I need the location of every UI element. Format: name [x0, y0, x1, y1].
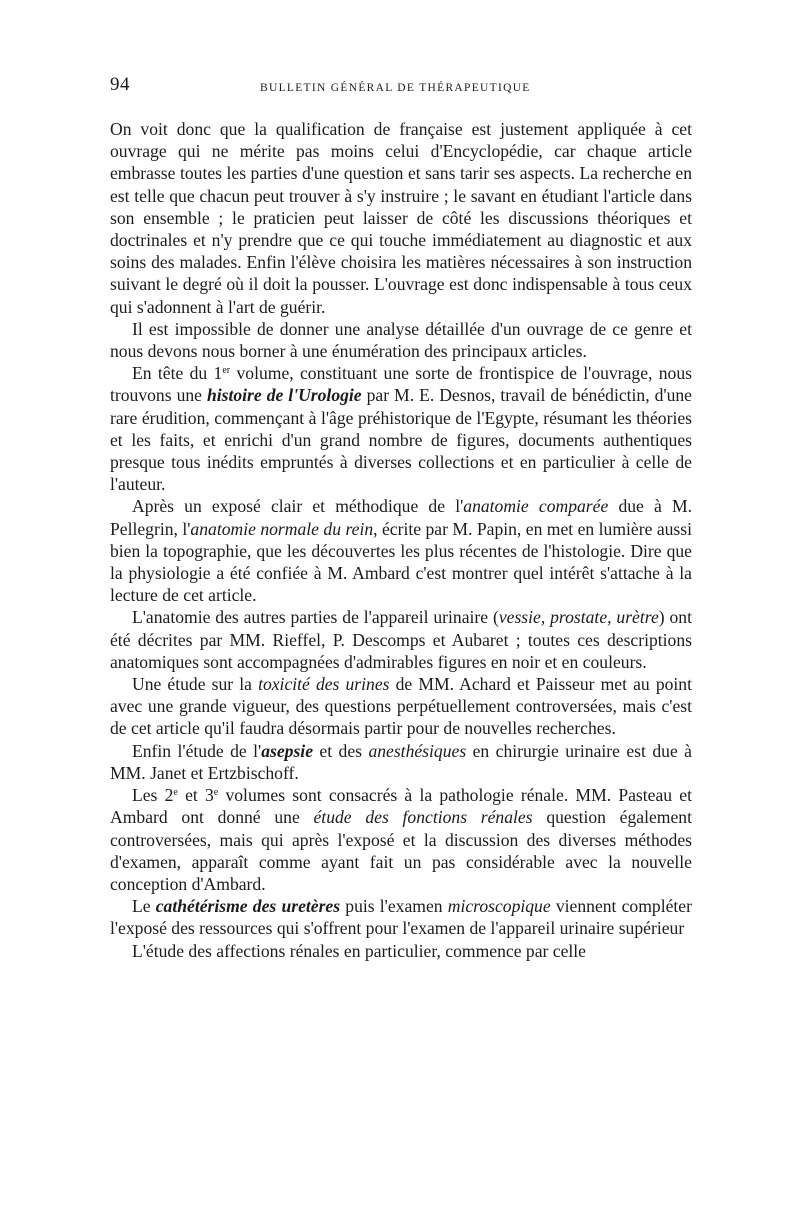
- paragraph: [110, 606, 692, 673]
- italic-term: anesthésiques: [368, 740, 467, 761]
- text-run: volumes sont consacrés à la pathologie rénale. MM. Pasteau et Ambard ont donné une: [110, 785, 692, 828]
- text-run: volume, constituant une sorte de frontispice de l'ouvrage, nous trouvons une: [110, 363, 692, 406]
- page-number: 94: [110, 74, 130, 95]
- page-header: [110, 74, 692, 100]
- text-run: Enfin l'étude de l': [132, 740, 262, 761]
- paragraph: [110, 673, 692, 740]
- text-run: en chirurgie urinaire est due à MM. Janet et Ertzbischoff.: [110, 740, 692, 783]
- superscript: e: [173, 787, 178, 799]
- running-title: BULLETIN GÉNÉRAL DE THÉRAPEUTIQUE: [260, 82, 531, 94]
- text-run: L'étude des affections rénales en particulier, commence par celle: [132, 940, 586, 961]
- paragraph: [110, 895, 692, 939]
- text-run: viennent compléter l'exposé des ressources qui s'offrent pour l'examen de l'appareil urinaire supérieur: [110, 896, 692, 939]
- italic-term: microscopique: [447, 896, 551, 917]
- text-run: et 3: [177, 785, 214, 806]
- italic-term: histoire de l'Urologie: [206, 385, 362, 406]
- text-run: Il est impossible de donner une analyse détaillée d'un ouvrage de ce genre et nous devons nous borner à une énumération des principaux articles.: [110, 318, 692, 362]
- paragraph: [110, 784, 692, 895]
- paragraph: [110, 362, 692, 495]
- italic-term: anatomie normale du rein: [190, 518, 374, 539]
- italic-term: vessie, prostate, urètre: [498, 607, 659, 628]
- italic-term: cathétérisme des uretères: [155, 896, 341, 917]
- italic-term: toxicité des urines: [258, 674, 390, 695]
- text-run: due à M. Pellegrin, l': [110, 496, 693, 539]
- paragraph: [110, 118, 692, 318]
- text-run: question également controversées, mais qui après l'exposé et la discussion des diverses méthodes d'examen, apparaît comme ayant fait un pas considérable avec la nouvelle conception d'Ambard.: [110, 807, 692, 894]
- text-run: Une étude sur la: [132, 674, 259, 695]
- superscript: e: [213, 787, 219, 799]
- text-run: Les 2: [132, 785, 174, 806]
- text-run: puis l'examen: [340, 896, 448, 917]
- paragraph: [110, 740, 692, 784]
- text-run: On voit donc que la qualification de française est justement appliquée à cet ouvrage qui ne mérite pas moins celui d'Encyclopédie, car chaque article embrasse toutes les parties d'une question et sans tarir ses aspects. La recherche en est telle que chacun peut trouver à s'y instruire ; le savant en étudiant l'article dans son ensemble ; le praticien peut laisser de côté les discussions théoriques et doctrinales et n'y prendre que ce qui touche immédiatement au diagnostic et aux soins des malades. Enfin l'élève choisira les matières nécessaires à son instruction suivant le degré où il doit la pousser. L'ouvrage est donc indispensable à tous ceux qui s'adonnent à l'art de guérir.: [110, 119, 692, 317]
- text-run: par M. E. Desnos, travail de bénédictin, d'une rare érudition, commençant à l'âge préhistorique de l'Egypte, résumant les théories et les faits, et enrichi d'un grand nombre de figures, documents authentiques presque tous inédits empruntés à diverses collections et en particulier à celle de l'auteur.: [110, 385, 692, 495]
- text-run: Le: [132, 896, 156, 917]
- italic-term: asepsie: [261, 740, 313, 761]
- paragraph: [110, 318, 692, 362]
- paragraph: [110, 495, 692, 606]
- text-run: , écrite par M. Papin, en met en lumière aussi bien la topographie, que les découvertes les plus récentes de l'histologie. Dire que la physiologie a été confiée à M. Ambard c'est montrer quel intérêt s'attache à la lecture de cet article.: [110, 518, 693, 606]
- body-text: [110, 118, 692, 962]
- text-run: de MM. Achard et Paisseur met au point avec une grande vigueur, des questions perpétuellement controversées, mais c'est de cet article qu'il faudra désormais partir pour de nouvelles recherches.: [110, 674, 692, 739]
- text-run: Après un exposé clair et méthodique de l': [132, 496, 464, 517]
- text-run: ) ont été décrites par MM. Rieffel, P. Descomps et Aubaret ; toutes ces descriptions anatomiques sont accompagnées d'admirables figures en noir et en couleurs.: [110, 607, 692, 672]
- text-run: et des: [313, 740, 369, 761]
- paragraph: [110, 940, 692, 962]
- text-run: En tête du 1: [132, 363, 223, 384]
- superscript: er: [222, 365, 231, 377]
- italic-term: anatomie comparée: [463, 496, 609, 517]
- italic-term: étude des fonctions rénales: [313, 807, 533, 828]
- text-run: L'anatomie des autres parties de l'appareil urinaire (: [132, 607, 499, 628]
